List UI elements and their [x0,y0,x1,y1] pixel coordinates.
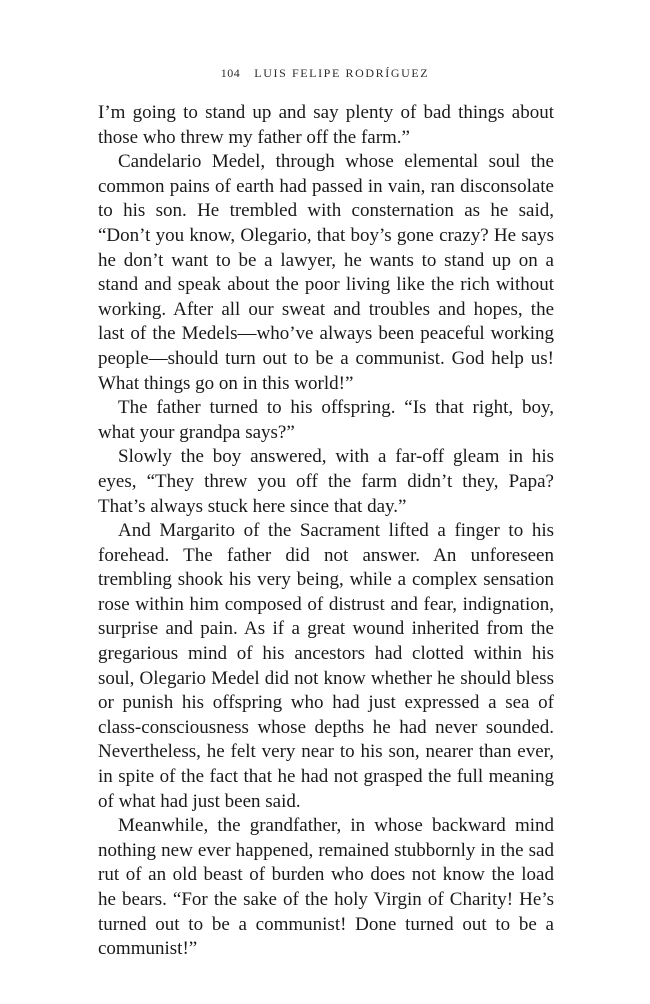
paragraph: Candelario Medel, through whose elemental soul the common pains of earth had passed in vain, ran disconsolate to his son. He trembled with consternation as he said, “Don’t you know, Olegario, that boy’s gone crazy? He says he don’t want to be a lawyer, he wants to stand up on a stand and speak about the poor living like the rich without working. After all our sweat and troubles and hopes, the last of the Medels—who’ve always been peaceful working people—should turn out to be a communist. God help us! What things go on in this world!” [98,151,554,394]
paragraph: Slowly the boy answered, with a far-off gleam in his eyes, “They threw you off the farm didn’t they, Papa? That’s always stuck here since that day.” [98,446,554,517]
paragraph: I’m going to stand up and say plenty of bad things about those who threw my father off the farm.” [98,102,554,148]
paragraph: Meanwhile, the grandfather, in whose backward mind nothing new ever happened, remained stubbornly in the sad rut of an old beast of burden who does not know the load he bears. “For the sake of the holy Virgin of Charity! He’s turned out to be a communist! Done turned out to be a communist!” [98,815,554,960]
running-head [0,66,650,81]
paragraph: The father turned to his offspring. “Is that right, boy, what your grandpa says?” [98,397,554,443]
running-head-author: LUIS FELIPE RODRÍGUEZ [254,66,430,80]
page-number: 104 [220,66,241,80]
body-text [98,101,554,962]
paragraph: And Margarito of the Sacrament lifted a finger to his forehead. The father did not answer. An unforeseen trembling shook his very being, while a complex sensation rose within him composed of distrust and fear, indignation, surprise and pain. As if a great wound inherited from the gregarious mind of his ancestors had clotted within his soul, Olegario Medel did not know whether he should bless or punish his offspring who had just expressed a sea of class-consciousness whose depths he had never sounded. Nevertheless, he felt very near to his son, nearer than ever, in spite of the fact that he had not grasped the full meaning of what had just been said. [98,520,554,812]
